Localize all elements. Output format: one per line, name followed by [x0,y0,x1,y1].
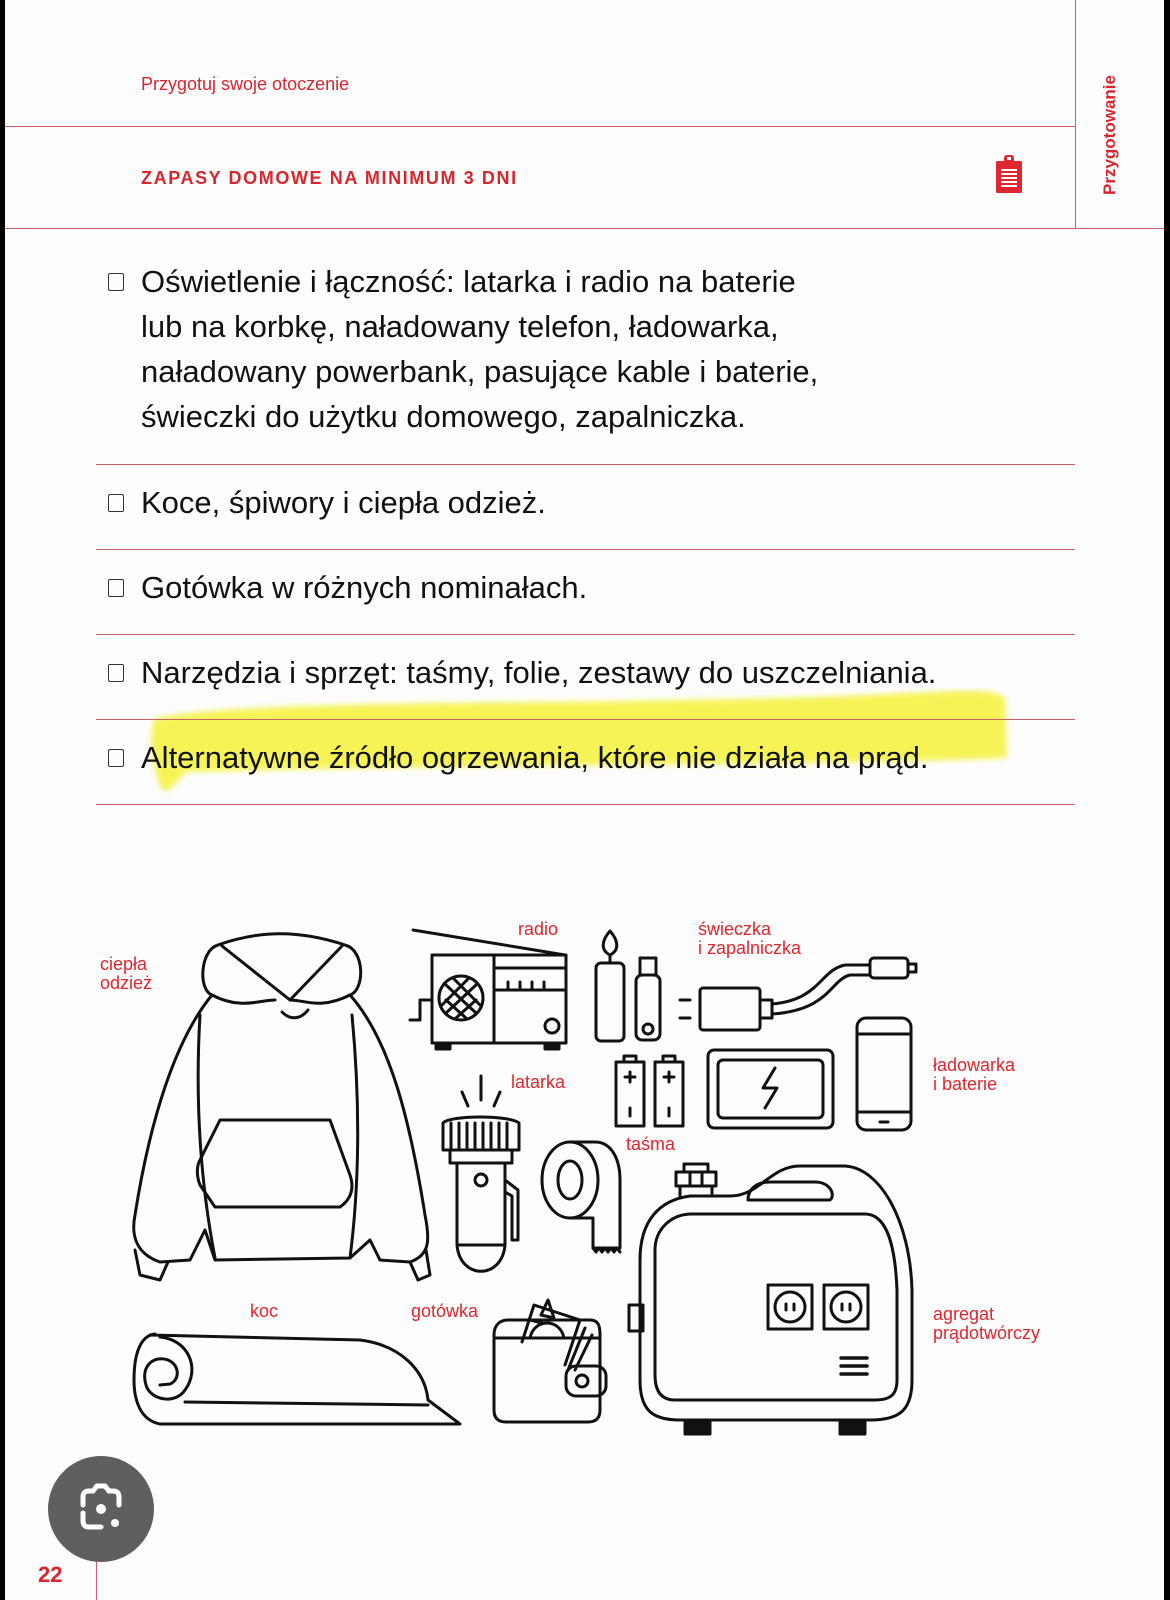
row-divider [96,464,1075,465]
row-divider [96,549,1075,550]
item-text-line: lub na korbkę, naładowany telefon, ładowarka, [141,309,779,344]
page-title: ZAPASY DOMOWE NA MINIMUM 3 DNI [141,168,518,188]
checklist-item-blankets[interactable] [105,480,1045,540]
hoodie-icon [134,934,430,1280]
label-generator [933,1305,1040,1343]
radio-icon [410,930,566,1049]
google-lens-button[interactable] [48,1456,154,1562]
label-line: ładowarka [933,1055,1016,1075]
flashlight-icon [443,1076,519,1271]
item-text-line: Gotówka w różnych nominałach. [141,570,588,605]
label-line: ciepła [100,954,148,974]
generator-icon [629,1164,912,1434]
side-tab-label: Przygotowanie [1100,75,1119,195]
checkbox[interactable] [108,494,124,512]
label-flashlight: latarka [511,1072,566,1092]
lighter-icon [636,958,660,1040]
supplies-illustration [0,880,1170,1440]
label-line: i zapalniczka [698,938,802,958]
label-charger-batteries [933,1056,1015,1094]
header-bottom-rule [5,228,1164,229]
row-divider [96,719,1075,720]
label-candle-lighter [698,920,801,958]
batteries-icon [616,1056,683,1126]
blanket-icon [134,1334,460,1424]
label-radio: radio [518,919,559,939]
checklist-item-lighting[interactable] [105,263,1045,453]
label-line: odzież [100,973,153,993]
item-text-line: Oświetlenie i łączność: latarka i radio na baterie [141,264,796,299]
item-text-line: Alternatywne źródło ogrzewania, które nie działa na prąd. [141,740,929,775]
side-tab-divider [1075,0,1076,228]
phone-icon [857,1018,911,1130]
item-text-line: Narzędzia i sprzęt: taśmy, folie, zestawy do uszczelniania. [141,655,937,690]
wallet-icon [494,1300,606,1422]
item-text-line: naładowany powerbank, pasujące kable i baterie, [141,354,819,389]
google-lens-icon [73,1481,129,1537]
label-line: świeczka [698,919,772,939]
checkbox[interactable] [108,273,124,291]
label-line: agregat [933,1304,995,1324]
item-text-line: świeczki do użytku domowego, zapalniczka. [141,399,746,434]
checkbox[interactable] [108,664,124,682]
clipboard-icon [996,155,1022,193]
section-label: Przygotuj swoje otoczenie [141,74,350,94]
header-divider [5,126,1075,127]
row-divider [96,634,1075,635]
checklist-item-tools[interactable] [105,650,1045,710]
item-text-line: Koce, śpiwory i ciepła odzież. [141,485,546,520]
powerbank-icon [708,1050,833,1128]
row-divider [96,804,1075,805]
label-line: prądotwórczy [933,1323,1041,1343]
checkbox[interactable] [108,749,124,767]
label-cash: gotówka [411,1301,479,1321]
checklist-item-cash[interactable] [105,565,1045,625]
page-number: 22 [38,1562,63,1587]
label-line: i baterie [933,1074,998,1094]
label-tape: taśma [626,1134,676,1154]
checklist-item-heating[interactable] [105,735,1045,795]
tape-icon [542,1142,620,1252]
candle-icon [596,931,624,1041]
label-blanket: koc [250,1301,279,1321]
label-warm-clothing [100,955,152,993]
checkbox[interactable] [108,579,124,597]
